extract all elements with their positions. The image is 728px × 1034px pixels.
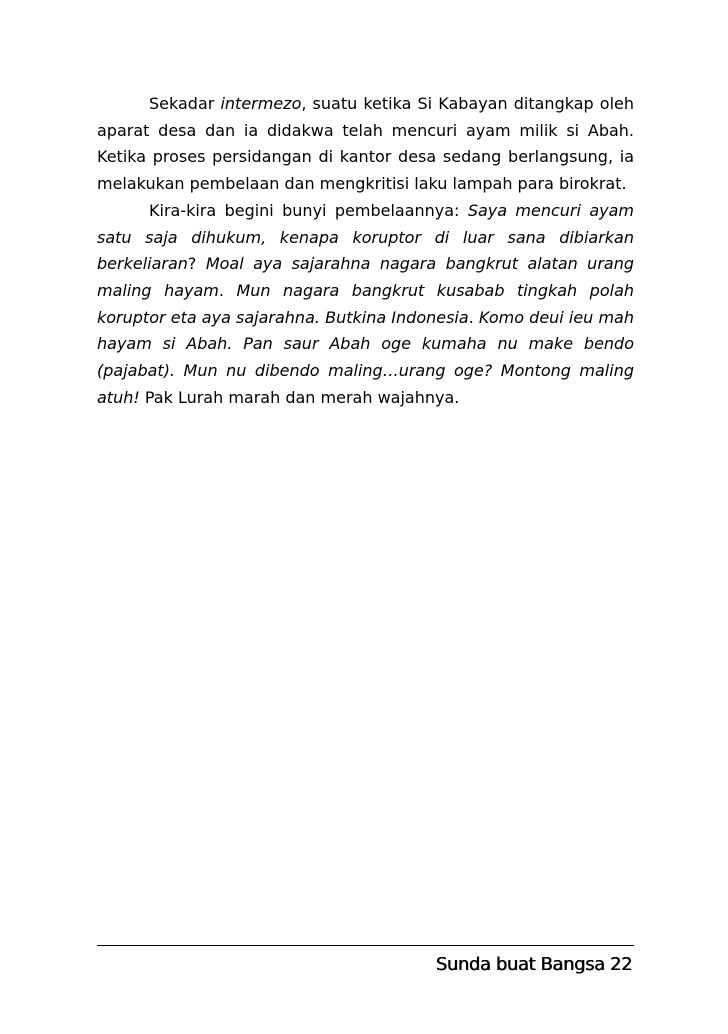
p2-italic-4: Komo deui ieu mah hayam si Abah. Pan saur Abah oge kumaha nu make bendo (pajabat). Mun nu dibendo maling…urang oge? Montong maling atuh! — [97, 307, 634, 407]
p2-text-4: . — [468, 307, 479, 327]
p2-text-2: ? — [187, 254, 206, 274]
p1-text-2: , suatu ketika Si Kabayan ditangkap oleh aparat desa dan ia didakwa telah mencuri ayam milik si Abah. Ketika proses persidangan di kantor desa sedang berlangsung, ia melakukan pembelaan dan mengkritisi laku lampah para birokrat. — [97, 94, 634, 194]
p1-italic-1: intermezo — [220, 94, 302, 113]
paragraph-1 — [97, 91, 634, 198]
p2-italic-3: Mun nagara bangkrut kusabab tingkah polah koruptor eta aya sajarahna. Butkina Indonesia — [97, 280, 635, 327]
p2-italic-1: Saya mencuri ayam satu saja dihukum, kenapa koruptor di luar sana dibiarkan berkeliaran — [97, 200, 634, 274]
p2-text-3: . — [218, 280, 237, 300]
p1-text-1: Sekadar — [149, 94, 221, 113]
paragraph-2 — [97, 198, 634, 412]
p2-italic-2: Moal aya sajarahna nagara bangkrut alatan urang maling hayam — [97, 254, 635, 300]
footer-page-label: Sunda buat Bangsa 22 — [435, 954, 632, 975]
p2-text-1: Kira-kira begini bunyi pembelaannya: — [149, 200, 468, 220]
page-body — [97, 91, 634, 411]
p2-text-5: Pak Lurah marah dan merah wajahnya. — [139, 387, 460, 407]
footer-rule — [97, 945, 634, 946]
